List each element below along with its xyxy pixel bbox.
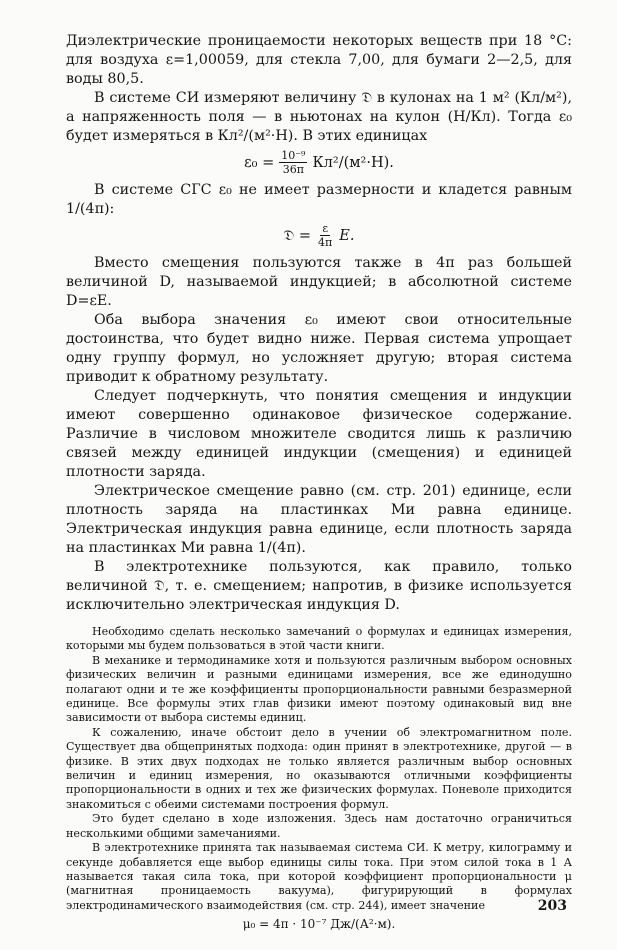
formula-epsilon0-rhs: Кл²/(м²·Н). [312, 154, 394, 171]
formula-displacement-numerator: ε [322, 222, 329, 235]
small-paragraph-electromagnetism: К сожалению, иначе обстоит дело в учении об электромагнитном поле. Существует два общепринятых подхода: один принят в электротехнике, другой — в физике. В этих двух подходах не только является различным выбор основных величин и единиц измерения, но оказываются отличными коэффициенты пропорциональности в одних и тех же физических формулах. Поневоле приходится знакомиться с обеими системами построения формул. [66, 725, 572, 811]
formula-epsilon0-lhs: ε₀ = [244, 154, 275, 171]
small-paragraph-course: Это будет сделано в ходе изложения. Здесь нам достаточно ограничиться несколькими общими замечаниями. [66, 812, 572, 840]
paragraph-cgs-units: В системе СГС ε₀ не имеет размерности и кладется равным 1/(4π): [66, 182, 572, 217]
formula-displacement-lhs: 𝔇 = [283, 227, 312, 244]
book-page [66, 32, 572, 936]
paragraph-same-meaning: Следует подчеркнуть, что понятия смещения и индукции имеют совершенно одинаковое физическое содержание. Различие в числовом множителе сводится лишь к различию связей между единицей индукции (смещения) и единицей плотности заряда. [66, 388, 572, 480]
small-paragraph-remarks: Необходимо сделать несколько замечаний о формулах и единицах измерения, которыми мы будем пользоваться в этой части книги. [66, 625, 572, 653]
paragraph-dielectric-constants: Диэлектрические проницаемости некоторых веществ при 18 °С: для воздуха ε=1,00059, для стекла 7,00, для бумаги 2—2,5, для воды 80,5. [66, 33, 572, 87]
formula-displacement-cgs [66, 222, 572, 249]
section-gap [66, 615, 572, 625]
formula-displacement-fraction [316, 222, 334, 249]
paragraph-electrotechnics: В электротехнике пользуются, как правило, только величиной 𝔇, т. е. смещением; напротив, в физике используется исключительно электрическая индукция D. [66, 559, 572, 613]
formula-epsilon0-denominator: 36π [282, 163, 304, 176]
formula-displacement-rhs: E. [339, 227, 355, 244]
small-paragraph-mechanics: В механике и термодинамике хотя и пользуются различным выбором основных физических величин и разными единицами измерения, все же единодушно полагают одни и те же коэффициенты пропорциональности равными безразмерной единице. Все формулы этих глав физики имеют поэтому одинаковый вид вне зависимости от выбора системы единиц. [66, 653, 572, 725]
page-number: 203 [537, 898, 567, 914]
formula-epsilon0-fraction [279, 149, 307, 176]
paragraph-induction: Вместо смещения пользуются также в 4π раз большей величиной D, называемой индукцией; в абсолютной системе D=εE. [66, 255, 572, 309]
small-paragraph-si-system: В электротехнике принята так называемая система СИ. К метру, килограмму и секунде добавляется еще выбор единицы силы тока. При этом силой тока в 1 А называется такая сила тока, при которой коэффициент пропорциональности μ (магнитная проницаемость вакуума), фигурирующий в формулах электродинамического взаимодействия (см. стр. 244), имеет значение [66, 841, 572, 912]
formula-displacement-denominator: 4π [318, 236, 333, 249]
formula-mu0: μ₀ = 4π · 10⁻⁷ Дж/(А²·м). [242, 917, 396, 932]
formula-epsilon0-numerator: 10⁻⁹ [281, 149, 306, 162]
paragraph-si-units: В системе СИ измеряют величину 𝔇 в кулонах на 1 м² (Кл/м²), а напряженность поля — в ньютонах на кулон (Н/Кл). Тогда ε₀ будет измеряться в Кл²/(м²·Н). В этих единицах [66, 90, 572, 144]
formula-epsilon0-si [66, 149, 572, 176]
paragraph-displacement-unit: Электрическое смещение равно (см. стр. 201) единице, если плотность заряда на пластинках Ми равна единице. Электрическая индукция равна единице, если плотность заряда на пластинках Ми равна 1/(4π). [66, 483, 572, 556]
paragraph-both-choices: Оба выбора значения ε₀ имеют свои относительные достоинства, что будет видно ниже. Первая система упрощает одну группу формул, но усложняет другую; вторая система приводит к обратному результату. [66, 312, 572, 385]
